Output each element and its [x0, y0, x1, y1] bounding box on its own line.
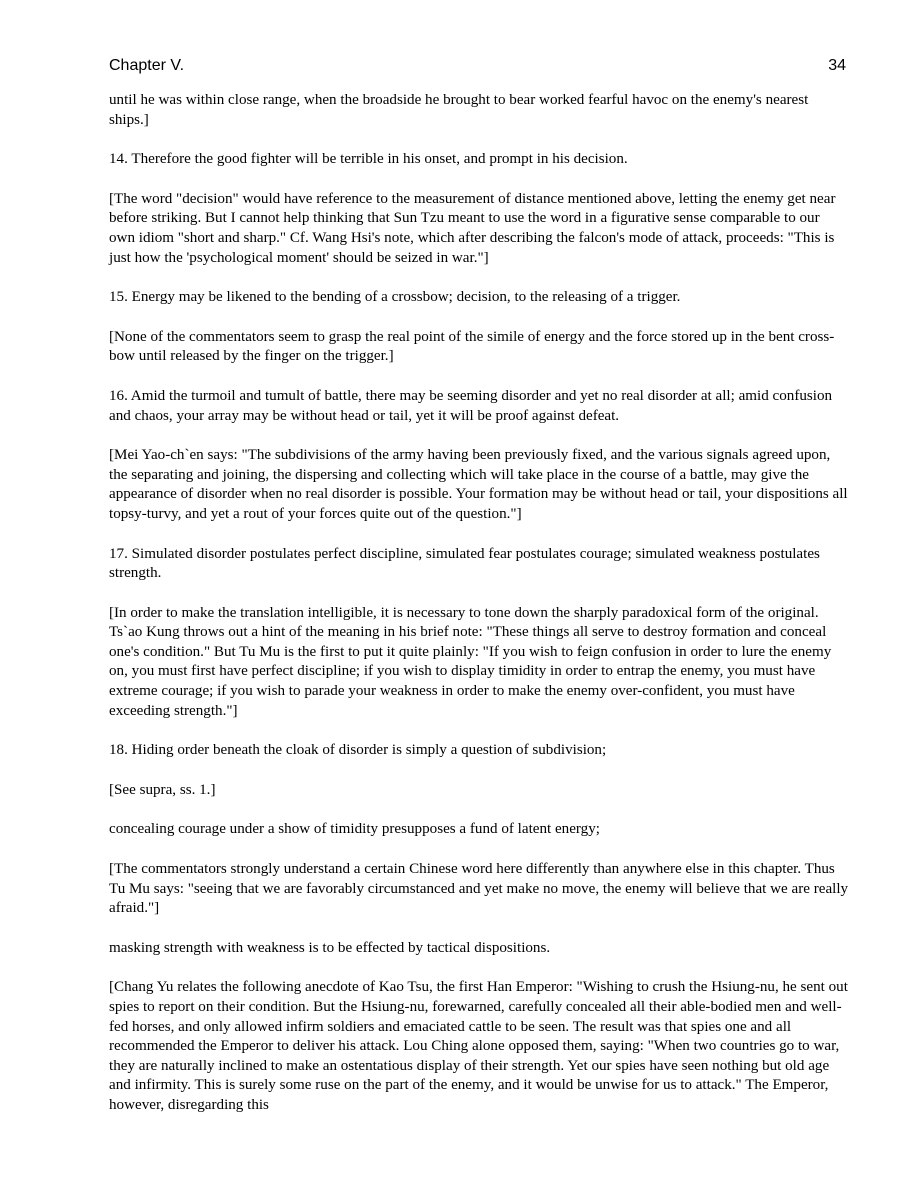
paragraph-14: masking strength with weakness is to be effected by tactical dispositions.: [109, 939, 551, 956]
paragraph-6: 16. Amid the turmoil and tumult of battle, there may be seeming disorder and yet no real disorder at all; amid confusion and chaos, your array may be without head or tail, yet it will be proof against defeat.: [109, 387, 833, 424]
paragraph-13: [The commentators strongly understand a certain Chinese word here differently than anywhere else in this chapter. Thus Tu Mu says: "seeing that we are favorably circumstanced and yet make no move, the enemy will believe that we are really afraid."]: [109, 861, 849, 917]
paragraph-5: [None of the commentators seem to grasp the real point of the simile of energy and the force stored up in the bent cross- bow until released by the finger on the trigger.]: [109, 328, 835, 365]
paragraph-4: 15. Energy may be likened to the bending of a crossbow; decision, to the releasing of a trigger.: [109, 289, 681, 306]
paragraph-15: [Chang Yu relates the following anecdote of Kao Tsu, the first Han Emperor: "Wishing to crush the Hsiung-nu, he sent out spies to report on their condition. But the Hsiung-nu, forewarned, carefully concealed all their able-bodied men and well-fed horses, and only allowed infirm soldiers and emaciated cattle to be seen. The result was that spies one and all recommended the Emperor to deliver his attack. Lou Ching alone opposed them, saying: "When two countries go to war, they are naturally inclined to make an ostentatious display of their strength. Yet our spies have seen nothing but old age and infirmity. This is surely some ruse on the part of the enemy, and it would be unwise for us to attack." The Emperor, however, disregarding this: [109, 979, 848, 1113]
paragraph-9: [In order to make the translation intelligible, it is necessary to tone down the sharply paradoxical form of the original. Ts`ao Kung throws out a hint of the meaning in his brief note: "These things all serve to destroy formation and conceal one's condition." But Tu Mu is the first to put it quite plainly: "If you wish to feign confusion in order to lure the enemy on, you must first have perfect discipline; if you wish to display timidity in order to entrap the enemy, you must have extreme courage; if you wish to parade your weakness in order to make the enemy over-confident, you must have exceeding strength."]: [109, 604, 832, 719]
paragraph-2: 14. Therefore the good fighter will be terrible in his onset, and prompt in his decision.: [109, 151, 628, 168]
paragraph-10: 18. Hiding order beneath the cloak of disorder is simply a question of subdivision;: [109, 742, 607, 759]
page-body: [109, 91, 849, 1136]
page-number: 34: [828, 57, 846, 74]
page-header: [109, 56, 846, 78]
paragraph-7: [Mei Yao-ch`en says: "The subdivisions of the army having been previously fixed, and the various signals agreed upon, the separating and joining, the dispersing and collecting which will take place in the course of a battle, may give the appearance of disorder when no real disorder is possible. Your formation may be without head or tail, your dispositions all topsy-turvy, and yet a rout of your forces quite out of the question."]: [109, 447, 848, 522]
chapter-title: Chapter V.: [109, 57, 185, 74]
paragraph-3: [The word "decision" would have reference to the measurement of distance mentioned above, letting the enemy get near before striking. But I cannot help thinking that Sun Tzu meant to use the word in a figurative sense comparable to our own idiom "short and sharp." Cf. Wang Hsi's note, which after describing the falcon's mode of attack, proceeds: "This is just how the 'psychological moment' should be seized in war."]: [109, 190, 836, 266]
paragraph-12: concealing courage under a show of timidity presupposes a fund of latent energy;: [109, 821, 600, 838]
paragraph-11: [See supra, ss. 1.]: [109, 781, 216, 798]
paragraph-1: until he was within close range, when the broadside he brought to bear worked fearful havoc on the enemy's nearest ships.]: [109, 92, 809, 128]
paragraph-8: 17. Simulated disorder postulates perfect discipline, simulated fear postulates courage; simulated weakness postulates strength.: [109, 545, 820, 582]
